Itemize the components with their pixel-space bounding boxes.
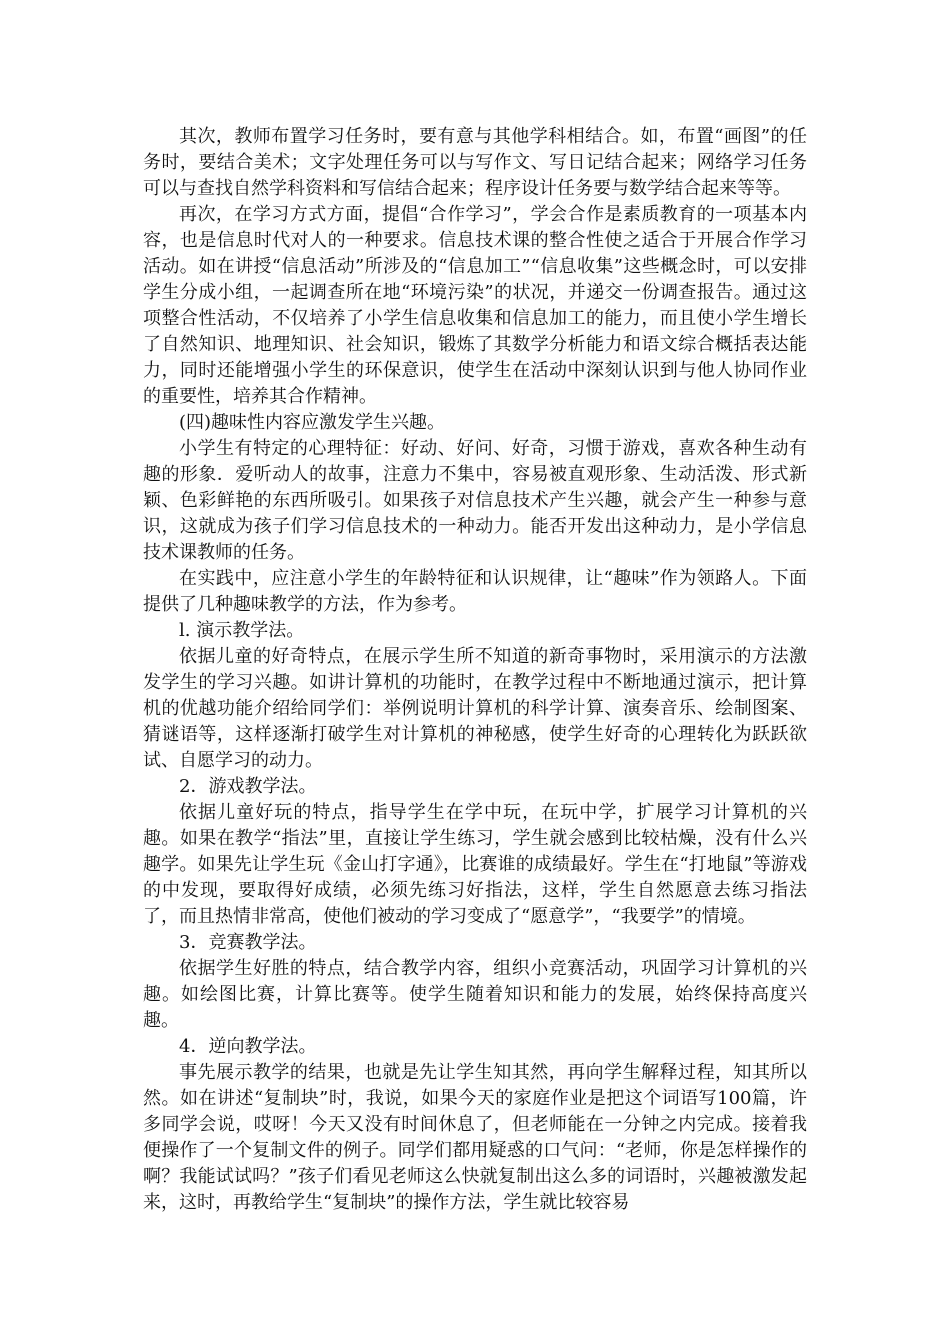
paragraph-practice: 在实践中，应注意小学生的年龄特征和认识规律，让“趣味”作为领路人。下面提供了几种趣味教学的方法，作为参考。 bbox=[143, 568, 807, 615]
paragraph-demonstration: 依据儿童的好奇特点，在展示学生所不知道的新奇事物时，采用演示的方法激发学生的学习兴趣。如讲计算机的功能时，在教学过程中不断地通过演示，把计算机的优越功能介绍给同学们：举例说明计算机的科学计算、演奏音乐、绘制图案、猜谜语等，这样逐渐打破学生对计算机的神秘感，使学生好奇的心理转化为跃跃欲试、自愿学习的动力。 bbox=[143, 646, 807, 771]
section-heading-interest: (四)趣味性内容应激发学生兴趣。 bbox=[179, 412, 446, 433]
paragraph-game: 依据儿童好玩的特点，指导学生在学中玩，在玩中学，扩展学习计算机的兴趣。如果在教学“指法”里，直接让学生练习，学生就会感到比较枯燥，没有什么兴趣学。如果先让学生玩《金山打字通》，比赛谁的成绩最好。学生在“打地鼠”等游戏的中发现，要取得好成绩，必须先练习好指法，这样，学生自然愿意去练习指法了，而且热情非常高，使他们被动的学习变成了“愿意学”，“我要学”的情境。 bbox=[143, 802, 807, 927]
method-heading-game: 2．游戏教学法。 bbox=[179, 776, 317, 797]
paragraph-integration-tasks: 其次，教师布置学习任务时，要有意与其他学科相结合。如，布置“画图”的任务时，要结合美术；文字处理任务可以与写作文、写日记结合起来；网络学习任务可以与查找自然学科资料和写信结合起来；程序设计任务要与数学结合起来等等。 bbox=[143, 126, 807, 199]
paragraph-competition: 依据学生好胜的特点，结合教学内容，组织小竞赛活动，巩固学习计算机的兴趣。如绘图比赛，计算比赛等。使学生随着知识和能力的发展，始终保持高度兴趣。 bbox=[143, 958, 807, 1031]
paragraph-psychology: 小学生有特定的心理特征：好动、好问、好奇，习惯于游戏，喜欢各种生动有趣的形象．爱听动人的故事，注意力不集中，容易被直观形象、生动活泼、形式新颖、色彩鲜艳的东西所吸引。如果孩子对信息技术产生兴趣，就会产生一种参与意识，这就成为孩子们学习信息技术的一种动力。能否开发出这种动力，是小学信息技术课教师的任务。 bbox=[143, 438, 807, 563]
method-heading-demonstration: l. 演示教学法。 bbox=[179, 620, 305, 641]
paragraph-cooperative-learning: 再次，在学习方式方面，提倡“合作学习”，学会合作是素质教育的一项基本内容，也是信息时代对人的一种要求。信息技术课的整合性使之适合于开展合作学习活动。如在讲授“信息活动”所涉及的“信息加工”“信息收集”这些概念时，可以安排学生分成小组，一起调查所在地“环境污染”的状况，并递交一份调查报告。通过这项整合性活动，不仅培养了小学生信息收集和信息加工的能力，而且使小学生增长了自然知识、地理知识、社会知识，锻炼了其数学分析能力和语文综合概括表达能力，同时还能增强小学生的环保意识，使学生在活动中深刻认识到与他人协同作业的重要性，培养其合作精神。 bbox=[143, 204, 807, 407]
paragraph-reverse: 事先展示教学的结果，也就是先让学生知其然，再向学生解释过程，知其所以然。如在讲述“复制块”时，我说，如果今天的家庭作业是把这个词语写100篇，许多同学会说，哎呀！今天又没有时间休息了，但老师能在一分钟之内完成。接着我便操作了一个复制文件的例子。同学们都用疑惑的口气问：“老师，你是怎样操作的啊？我能试试吗？”孩子们看见老师这么快就复制出这么多的词语时，兴趣被激发起来，这时，再教给学生“复制块”的操作方法，学生就比较容易 bbox=[143, 1062, 807, 1213]
method-heading-reverse: 4．逆向教学法。 bbox=[179, 1036, 317, 1057]
method-heading-competition: 3．竞赛教学法。 bbox=[179, 932, 317, 953]
document-body bbox=[143, 124, 807, 1216]
